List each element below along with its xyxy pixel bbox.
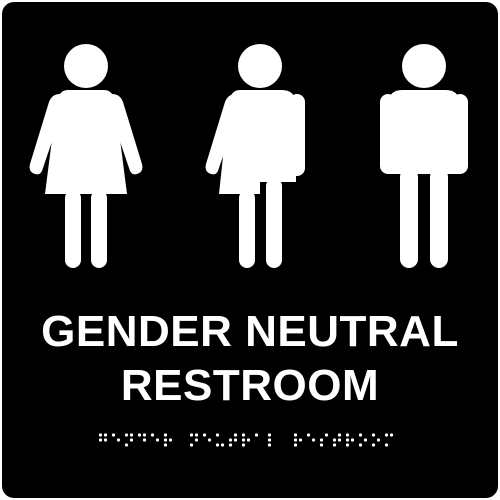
braille-dot (229, 438, 232, 441)
braille-dot (195, 433, 198, 436)
braille-dot (242, 438, 245, 441)
braille-dot (247, 438, 250, 441)
braille-dot (99, 438, 102, 441)
braille-dot (333, 438, 336, 441)
braille-dot (385, 433, 388, 436)
braille-dot (312, 438, 315, 441)
braille-dot (268, 443, 271, 446)
braille-dot (372, 443, 375, 446)
braille-dot (112, 433, 115, 436)
braille-dot (229, 443, 232, 446)
braille-dot (346, 438, 349, 441)
braille-dot (255, 433, 258, 436)
braille-dot (164, 433, 167, 436)
braille-dot (242, 443, 245, 446)
braille-dot (104, 438, 107, 441)
braille-text (2, 430, 498, 450)
braille-dot (156, 438, 159, 441)
braille-dot (372, 433, 375, 436)
braille-dot (143, 438, 146, 441)
braille-dot (130, 438, 133, 441)
braille-dot (385, 443, 388, 446)
braille-dot (203, 433, 206, 436)
sign-title-line-2: RESTROOM (120, 361, 380, 410)
braille-dot (234, 438, 237, 441)
braille-dot (377, 438, 380, 441)
braille-dot (268, 433, 271, 436)
braille-dot (169, 438, 172, 441)
braille-dot (320, 438, 323, 441)
braille-dot (234, 433, 237, 436)
braille-dot (299, 438, 302, 441)
restroom-sign (2, 2, 498, 498)
braille-dot (320, 443, 323, 446)
braille-dot (294, 433, 297, 436)
braille-dot (143, 433, 146, 436)
braille-dot (151, 433, 154, 436)
braille-dot (294, 438, 297, 441)
sign-title-line-1: GENDER NEUTRAL (41, 307, 459, 356)
braille-dot (325, 433, 328, 436)
braille-dot (125, 443, 128, 446)
pictogram-row (2, 2, 498, 302)
braille-dot (130, 433, 133, 436)
braille-dot (268, 438, 271, 441)
braille-dot (351, 438, 354, 441)
male-figure-icon (380, 44, 468, 268)
braille-dot (359, 443, 362, 446)
braille-dot (346, 443, 349, 446)
braille-dot (99, 433, 102, 436)
braille-dot (333, 443, 336, 446)
braille-dot (294, 443, 297, 446)
transgender-figure-icon (206, 44, 305, 268)
braille-dot (138, 433, 141, 436)
braille-dot (216, 443, 219, 446)
braille-dot (125, 433, 128, 436)
braille-dot (216, 433, 219, 436)
braille-dot (338, 438, 341, 441)
braille-dot (104, 433, 107, 436)
braille-dot (242, 433, 245, 436)
braille-dot (208, 438, 211, 441)
braille-dot (390, 433, 393, 436)
female-figure-icon (30, 44, 143, 268)
braille-dot (164, 443, 167, 446)
braille-dot (190, 433, 193, 436)
braille-dot (338, 433, 341, 436)
braille-dot (221, 443, 224, 446)
braille-dot (307, 433, 310, 436)
braille-dot (346, 433, 349, 436)
braille-dot (364, 438, 367, 441)
braille-dot (117, 438, 120, 441)
braille-dot (190, 443, 193, 446)
braille-dot (195, 438, 198, 441)
braille-dot (164, 438, 167, 441)
braille-dot (359, 433, 362, 436)
